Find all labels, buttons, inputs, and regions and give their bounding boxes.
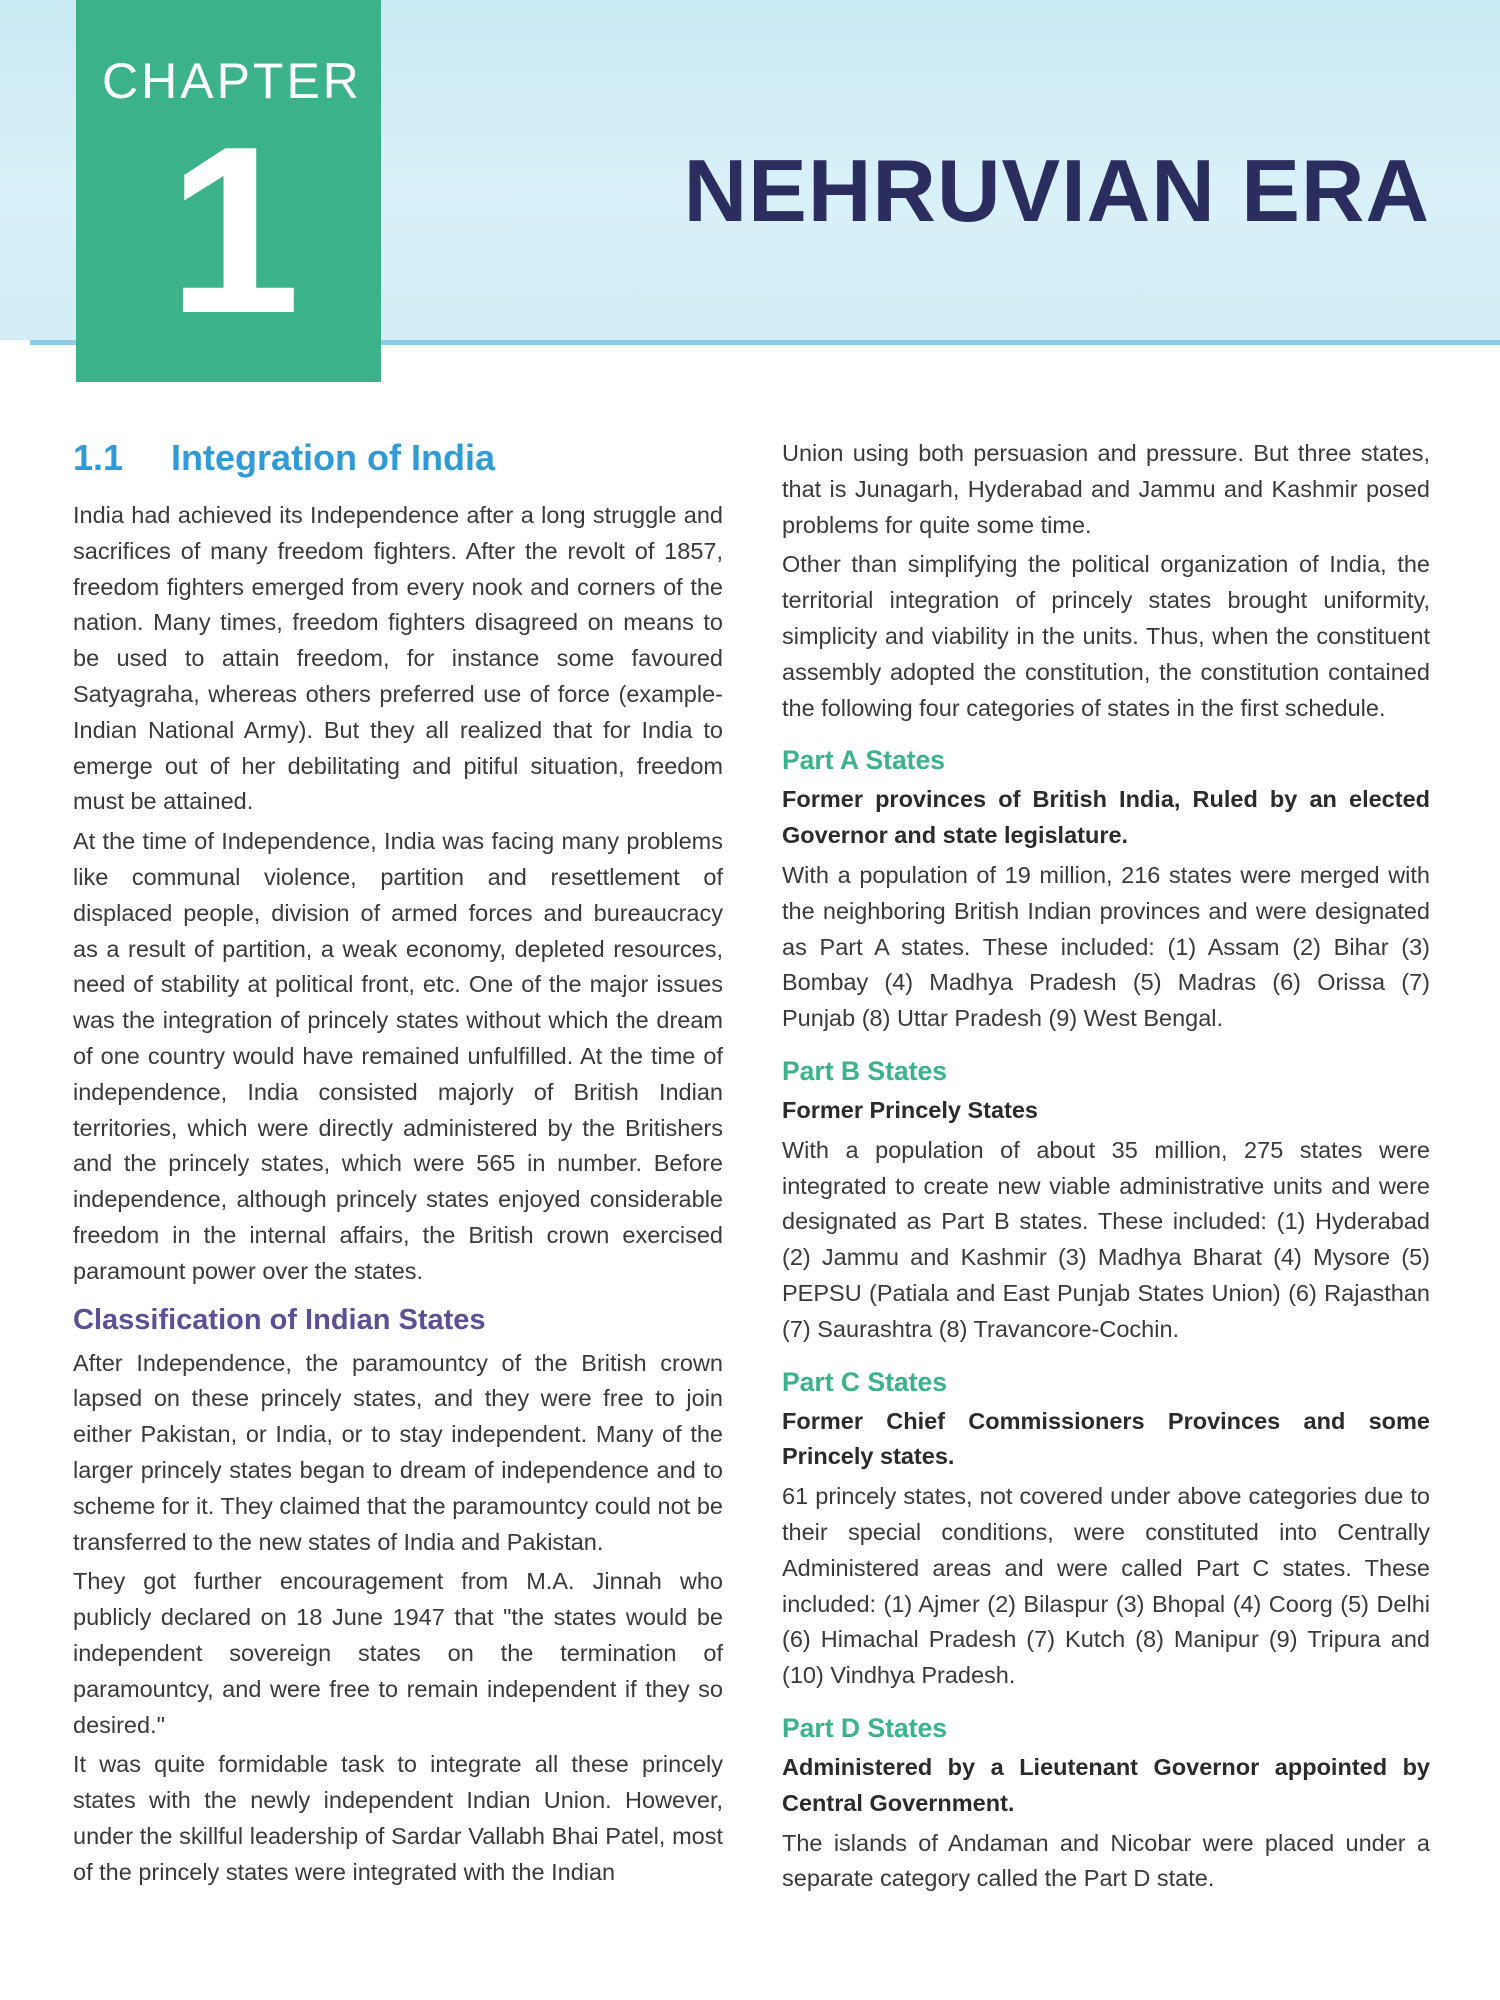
part-c-description: Former Chief Commissioners Provinces and some Princely states. xyxy=(782,1407,1430,1470)
left-column xyxy=(73,430,723,1894)
part-b-heading: Part B States xyxy=(782,1055,947,1086)
paragraph: It was quite formidable task to integrate all these princely states with the newly independent Indian Union. However, under the skillful leadership of Sardar Vallabh Bhai Patel, most of the princely states were integrated with the Indian xyxy=(73,1751,723,1885)
chapter-label: CHAPTER xyxy=(102,53,362,109)
part-a-description: Former provinces of British India, Ruled by an elected Governor and state legislature. xyxy=(782,786,1430,849)
part-c-body: 61 princely states, not covered under above categories due to their special conditions, were constituted into Centrally Administered areas and were called Part C states. These included: (1) Ajmer (2) Bilaspur (3) Bhopal (4) Coorg (5) Delhi (6) Himachal Pradesh (7) Kutch (8) Manipur (9) Tripura and (10) Vindhya Pradesh. xyxy=(782,1483,1430,1689)
section-title: Integration of India xyxy=(171,437,496,478)
paragraph: Union using both persuasion and pressure. But three states, that is Junagarh, Hyderabad and Jammu and Kashmir posed problems for quite some time. xyxy=(782,440,1430,538)
section-number: 1.1 xyxy=(73,437,124,478)
chapter-title: NEHRUVIAN ERA xyxy=(683,141,1430,240)
right-column xyxy=(782,436,1430,1901)
paragraph: They got further encouragement from M.A. Jinnah who publicly declared on 18 June 1947 that "the states would be independent sovereign states on the termination of paramountcy, and were free to remain independent if they so desired." xyxy=(73,1568,723,1738)
part-b-description: Former Princely States xyxy=(782,1096,1038,1123)
part-b-body: With a population of about 35 million, 275 states were integrated to create new viable administrative units and were designated as Part B states. These included: (1) Hyderabad (2) Jammu and Kashmir (3) Madhya Bharat (4) Mysore (5) PEPSU (Patiala and East Punjab States Union) (6) Rajasthan (7) Saurashtra (8) Travancore-Cochin. xyxy=(782,1136,1430,1342)
subsection-heading: Classification of Indian States xyxy=(73,1303,486,1336)
paragraph: Other than simplifying the political organization of India, the territorial integration of princely states brought uniformity, simplicity and viability in the units. Thus, when the constituent assembly adopted the constitution, the constitution contained the following four categories of states in the first schedule. xyxy=(782,551,1430,721)
part-d-description: Administered by a Lieutenant Governor appointed by Central Government. xyxy=(782,1753,1430,1816)
paragraph: At the time of Independence, India was facing many problems like communal violence, partition and resettlement of displaced people, division of armed forces and bureaucracy as a result of partition, a weak economy, depleted resources, need of stability at political front, etc. One of the major issues was the integration of princely states without which the dream of one country would have remained unfulfilled. At the time of independence, India consisted majorly of British Indian territories, which were directly administered by the Britishers and the princely states, which were 565 in number. Before independence, although princely states enjoyed considerable freedom in the internal affairs, the British crown exercised paramount power over the states. xyxy=(73,828,723,1284)
chapter-number: 1 xyxy=(168,98,301,363)
paragraph: India had achieved its Independence after a long struggle and sacrifices of many freedom fighters. After the revolt of 1857, freedom fighters emerged from every nook and corners of the nation. Many times, freedom fighters disagreed on means to be used to attain freedom, for instance some favoured Satyagraha, whereas others preferred use of force (example-Indian National Army). But they all realized that for India to emerge out of her debilitating and pitiful situation, freedom must be attained. xyxy=(73,502,723,815)
part-a-body: With a population of 19 million, 216 states were merged with the neighboring British Indian provinces and were designated as Part A states. These included: (1) Assam (2) Bihar (3) Bombay (4) Madhya Pradesh (5) Madras (6) Orissa (7) Punjab (8) Uttar Pradesh (9) West Bengal. xyxy=(782,861,1430,1032)
paragraph: After Independence, the paramountcy of the British crown lapsed on these princely states, and they were free to join either Pakistan, or India, or to stay independent. Many of the larger princely states began to dream of independence and to scheme for it. They claimed that the paramountcy could not be transferred to the new states of India and Pakistan. xyxy=(73,1349,723,1555)
chapter-badge xyxy=(76,0,381,382)
part-a-heading: Part A States xyxy=(782,745,945,776)
section-heading xyxy=(73,430,723,486)
part-d-heading: Part D States xyxy=(782,1712,947,1743)
part-c-heading: Part C States xyxy=(782,1366,947,1397)
part-d-body: The islands of Andaman and Nicobar were placed under a separate category called the Part D state. xyxy=(782,1829,1430,1892)
